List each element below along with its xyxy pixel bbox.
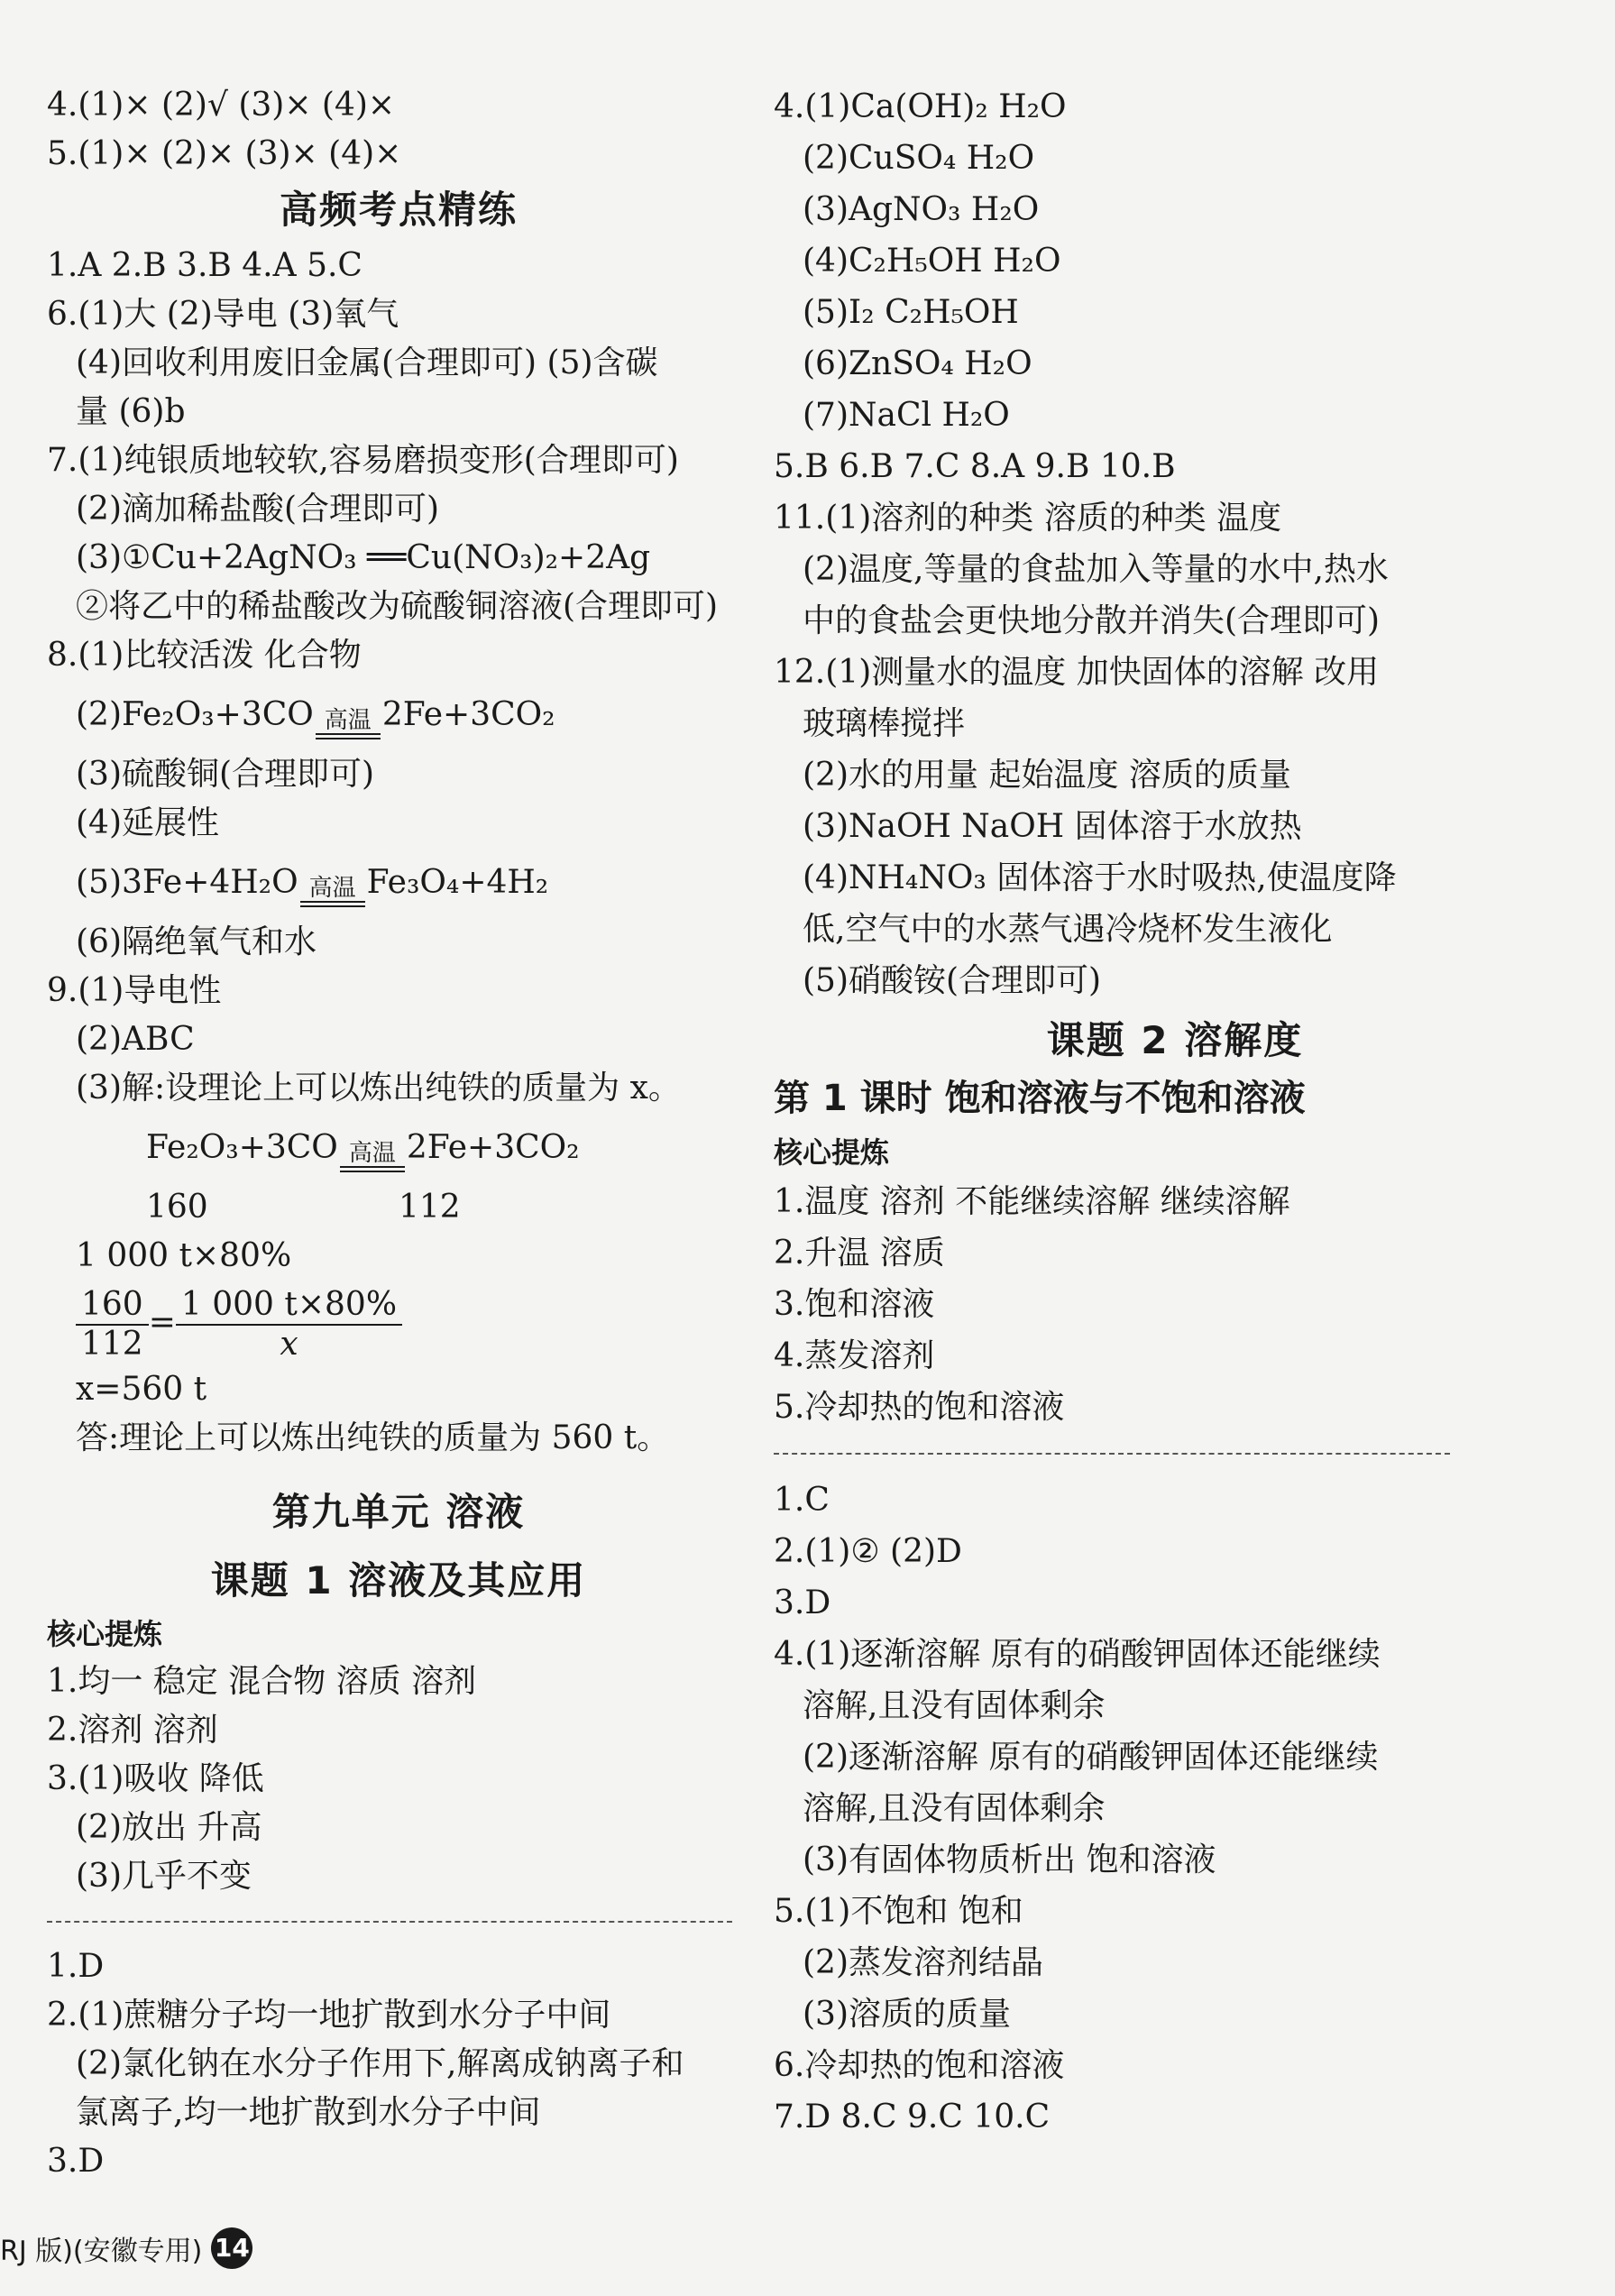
- answer-line: 答:理论上可以炼出纯铁的质量为 560 t。: [76, 1419, 670, 1456]
- answer-line: 2.(1)蔗糖分子均一地扩散到水分子中间: [47, 1997, 611, 2034]
- answer-line: (6)隔绝氧气和水: [76, 923, 317, 960]
- answer-line: 4.蒸发溶剂: [774, 1337, 935, 1374]
- answer-line: 5.(1)不饱和 饱和: [774, 1893, 1023, 1930]
- answer-line: (2)CuSO₄ H₂O: [803, 140, 1035, 177]
- answer-line: (3)解:设理论上可以炼出纯铁的质量为 x。: [76, 1070, 681, 1107]
- page-number: 14: [211, 2227, 252, 2269]
- left-column: [47, 81, 750, 2186]
- answer-line: 量 (6)b: [76, 393, 186, 430]
- answer-line: 2.溶剂 溶剂: [47, 1712, 218, 1749]
- answer-line: 8.(1)比较活泼 化合物: [47, 637, 362, 674]
- answer-line: 1.C: [774, 1482, 830, 1519]
- answer-line: 7.(1)纯银质地较软,容易磨损变形(合理即可): [47, 442, 679, 479]
- answer-line: 1 000 t×80%: [76, 1237, 292, 1274]
- fraction-line: [47, 1281, 750, 1365]
- answer-line: 7.D 8.C 9.C 10.C: [774, 2099, 1051, 2135]
- answer-line: 5.冷却热的饱和溶液: [774, 1389, 1065, 1426]
- mass-fe: 112: [399, 1189, 461, 1226]
- answer-line: (4)回收利用废旧金属(合理即可) (5)含碳: [76, 344, 658, 381]
- answer-line: 6.(1)大 (2)导电 (3)氧气: [47, 296, 399, 333]
- answer-line: 12.(1)测量水的温度 加快固体的溶解 改用: [774, 654, 1380, 691]
- answer-line: (7)NaCl H₂O: [803, 397, 1010, 434]
- reaction-condition: 高温: [340, 1141, 405, 1183]
- answer-line: 4.(1)逐渐溶解 原有的硝酸钾固体还能继续: [774, 1636, 1381, 1673]
- answer-line: 2.(1)② (2)D: [774, 1533, 962, 1570]
- answer-line: (2)ABC: [76, 1021, 195, 1058]
- mass-fe2o3: 160: [146, 1189, 208, 1226]
- answer-line: (3)AgNO₃ H₂O: [803, 191, 1040, 228]
- fraction: $\frac{1 000 t\times 80\%}{x}$: [176, 1286, 402, 1364]
- answer-line: (3)几乎不变: [76, 1858, 252, 1895]
- answer-line: 氯离子,均一地扩散到水分子中间: [76, 2094, 541, 2131]
- answer-line: 中的食盐会更快地分散并消失(合理即可): [803, 602, 1381, 639]
- answer-line: 5.(1)× (2)× (3)× (4)×: [47, 135, 402, 172]
- equation-right: 2Fe+3CO₂: [381, 696, 555, 733]
- lesson-heading: 第 1 课时 饱和溶液与不饱和溶液: [774, 1078, 1306, 1119]
- answer-line: 11.(1)溶剂的种类 溶质的种类 温度: [774, 500, 1282, 537]
- answer-line: (2)温度,等量的食盐加入等量的水中,热水: [803, 551, 1389, 588]
- answer-line: (3)硫酸铜(合理即可): [76, 756, 375, 793]
- answer-line: (3)溶质的质量: [803, 1996, 1011, 2033]
- equals-sign: =: [148, 1304, 176, 1341]
- answer-line: 溶解,且没有固体剩余: [803, 1687, 1106, 1724]
- answer-line: (4)延展性: [76, 804, 219, 841]
- unit-heading: 第九单元 溶液: [271, 1490, 526, 1534]
- answer-line: (3)NaOH NaOH 固体溶于水放热: [803, 808, 1302, 845]
- answer-line: ②将乙中的稀盐酸改为硫酸铜溶液(合理即可): [76, 588, 719, 625]
- equation-right: Fe₃O₄+4H₂: [366, 864, 549, 901]
- answer-line: 低,空气中的水蒸气遇冷烧杯发生液化: [803, 911, 1333, 948]
- answer-line: (2)逐渐溶解 原有的硝酸钾固体还能继续: [803, 1739, 1379, 1776]
- page-footer: [0, 2227, 252, 2269]
- answer-line: 1.温度 溶剂 不能继续溶解 继续溶解: [774, 1183, 1290, 1220]
- answer-line: 3.饱和溶液: [774, 1286, 935, 1323]
- answer-line: (6)ZnSO₄ H₂O: [803, 345, 1032, 382]
- subsection-heading: 核心提炼: [47, 1617, 163, 1651]
- answer-line: 3.D: [774, 1584, 831, 1621]
- topic-heading: 课题 1 溶液及其应用: [210, 1558, 587, 1603]
- answer-line: 3.D: [47, 2143, 105, 2180]
- answer-line: (2)氯化钠在水分子作用下,解离成钠离子和: [76, 2045, 684, 2082]
- reaction-condition: 高温: [300, 876, 365, 918]
- answer-line: 玻璃棒搅拌: [803, 705, 966, 742]
- answer-line: 4.(1)Ca(OH)₂ H₂O: [774, 88, 1067, 125]
- equation-line: [47, 1113, 750, 1183]
- answer-line: (3)①Cu+2AgNO₃ ══Cu(NO₃)₂+2Ag: [76, 539, 651, 576]
- equation-line: [47, 680, 750, 750]
- mass-line: [47, 1183, 750, 1232]
- section-heading: 高频考点精练: [279, 188, 518, 232]
- equation-line: [47, 848, 750, 918]
- answer-line: (5)硝酸铵(合理即可): [803, 962, 1102, 999]
- answer-line: 5.B 6.B 7.C 8.A 9.B 10.B: [774, 448, 1176, 485]
- answer-line: 溶解,且没有固体剩余: [803, 1790, 1106, 1827]
- answer-line: (2)水的用量 起始温度 溶质的质量: [803, 757, 1291, 794]
- answer-line: 4.(1)× (2)√ (3)× (4)×: [47, 87, 396, 124]
- answer-line: (4)C₂H₅OH H₂O: [803, 243, 1061, 280]
- right-column: [774, 81, 1576, 2143]
- reaction-condition: 高温: [316, 708, 381, 750]
- answer-line: (2)放出 升高: [76, 1809, 262, 1846]
- answer-line: (4)NH₄NO₃ 固体溶于水时吸热,使温度降: [803, 859, 1397, 896]
- equation-left: Fe₂O₃+3CO: [146, 1129, 338, 1166]
- equation-left: (5)3Fe+4H₂O: [76, 864, 298, 901]
- answer-line: (2)滴加稀盐酸(合理即可): [76, 491, 440, 528]
- answer-line: 1.A 2.B 3.B 4.A 5.C: [47, 247, 362, 284]
- edition-label: RJ 版)(安徽专用): [0, 2236, 203, 2267]
- topic-heading: 课题 2 溶解度: [1046, 1018, 1304, 1062]
- subsection-heading: 核心提炼: [774, 1135, 890, 1170]
- answer-line: 9.(1)导电性: [47, 972, 222, 1009]
- answer-line: 3.(1)吸收 降低: [47, 1760, 264, 1797]
- answer-line: (2)蒸发溶剂结晶: [803, 1944, 1043, 1981]
- answer-line: 1.D: [47, 1948, 105, 1985]
- equation-right: 2Fe+3CO₂: [406, 1129, 580, 1166]
- answer-line: 6.冷却热的饱和溶液: [774, 2047, 1065, 2084]
- answer-line: 1.均一 稳定 混合物 溶质 溶剂: [47, 1663, 477, 1700]
- fraction: $\frac{160}{112}$: [76, 1286, 149, 1364]
- answer-line: (3)有固体物质析出 饱和溶液: [803, 1841, 1216, 1878]
- dashed-divider: [47, 1921, 732, 1923]
- answer-line: 2.升温 溶质: [774, 1235, 945, 1272]
- dashed-divider: [774, 1453, 1450, 1455]
- answer-line: (5)I₂ C₂H₅OH: [803, 294, 1019, 331]
- equation-left: (2)Fe₂O₃+3CO: [76, 696, 314, 733]
- answer-line: x=560 t: [76, 1371, 207, 1408]
